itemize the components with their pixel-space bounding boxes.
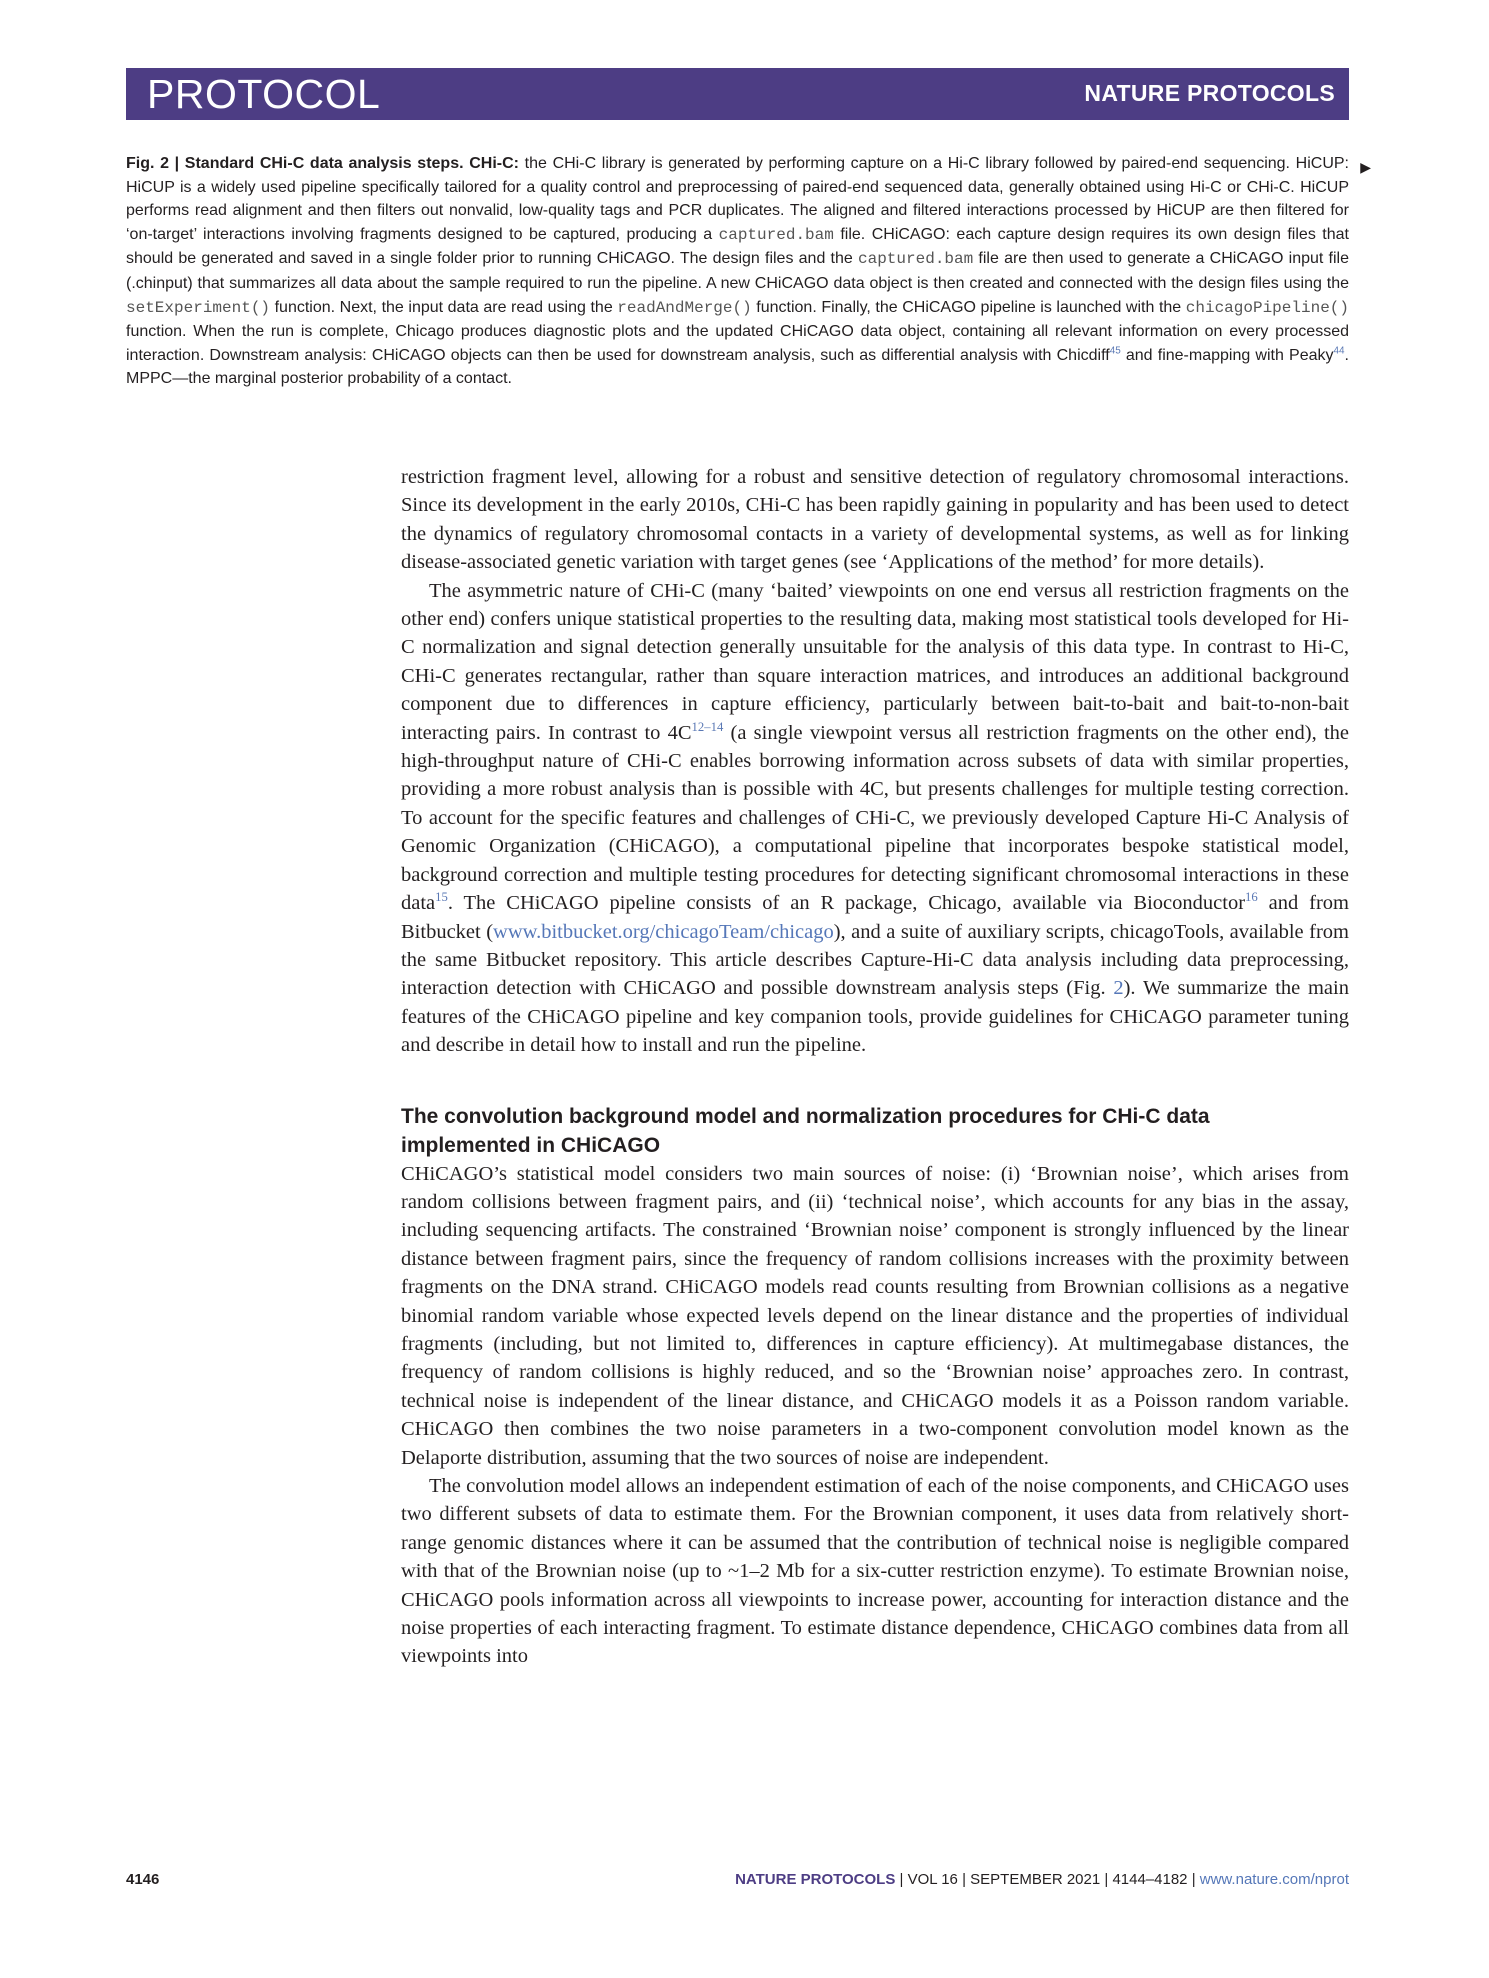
footer-journal: NATURE PROTOCOLS	[735, 1871, 896, 1888]
paragraph-4: The convolution model allows an independent estimation of each of the noise components, and CHiCAGO uses two different subsets of data to estimate them. For the Brownian component, it uses data from relatively short-range genomic distances where it can be assumed that the contribution of technical noise is negligible compared with that of the Brownian noise (up to ~1–2 Mb for a six-cutter restriction enzyme). To estimate Brownian noise, CHiCAGO pools information across all viewpoints to increase power, accounting for interaction distance and the noise properties of each interacting fragment. To estimate distance dependence, CHiCAGO combines data from all viewpoints into	[401, 1475, 1349, 1668]
figure-caption	[126, 152, 1371, 391]
paragraph-2-text-a: The asymmetric nature of CHi-C (many ‘baited’ viewpoints on one end versus all restriction fragments on the other end) confers unique statistical properties to the resulting data, making most statistical tools developed for Hi-C normalization and signal detection generally unsuitable for the analysis of this data type. In contrast to Hi-C, CHi-C generates rectangular, rather than square interaction matrices, and introduces an additional background component due to differences in capture efficiency, particularly between bait-to-bait and bait-to-non-bait interacting pairs. In contrast to 4C	[401, 579, 1349, 744]
main-text-column	[401, 463, 1349, 1671]
figure-label: Fig. 2 | Standard CHi-C data analysis steps.	[126, 155, 464, 172]
reference-16[interactable]: 16	[1245, 890, 1258, 905]
header-bar	[126, 68, 1349, 120]
paragraph-3: CHiCAGO’s statistical model considers two main sources of noise: (i) ‘Brownian noise’, which arises from random collisions between fragment pairs, and (ii) ‘technical noise’, which accounts for any bias in the assay, including sequencing artifacts. The constrained ‘Brownian noise’ component is strongly influenced by the linear distance between fragment pairs, since the frequency of random collisions increases with the proximity between fragments on the DNA strand. CHiCAGO models read counts resulting from Brownian collisions as a negative binomial random variable whose expected levels depend on the linear distance and the properties of individual fragments (including, but not limited to, differences in capture efficiency). At multimegabase distances, the frequency of random collisions is highly reduced, and so the ‘Brownian noise’ approaches zero. In contrast, technical noise is independent of the linear distance, and CHiCAGO models it as a Poisson random variable. CHiCAGO then combines the two noise parameters in a two-component convolution model known as the Delaporte distribution, assuming that the two sources of noise are independent.	[401, 1162, 1349, 1469]
footer-separator: |	[1187, 1871, 1200, 1888]
caption-text-8: . MPPC—the marginal posterior probability of a contact.	[126, 346, 1349, 388]
caption-chic-label: CHi-C:	[469, 155, 519, 172]
page-number: 4146	[126, 1871, 160, 1888]
caption-text-3: file are then used to generate a CHiCAGO input file (.chinput) that summarizes all data about the sample required to run the pipeline. A new CHiCAGO data object is then created and connected with the design files using the	[126, 250, 1349, 292]
footer-separator: |	[1100, 1871, 1113, 1888]
reference-44[interactable]: 44	[1333, 345, 1345, 357]
paragraph-2-text-f: ). We summarize the main features of the CHiCAGO pipeline and key companion tools, provide guidelines for CHiCAGO parameter tuning and describe in detail how to install and run the pipeline.	[401, 977, 1349, 1057]
reference-45[interactable]: 45	[1109, 345, 1121, 357]
footer-separator: |	[895, 1871, 908, 1888]
caption-text-5: function. Finally, the CHiCAGO pipeline is launched with the	[751, 298, 1186, 316]
caption-text-6: function. When the run is complete, Chicago produces diagnostic plots and the updated CHiCAGO data object, containing all relevant information on every processed interaction. Downstream analysis: CHiCAGO objects can then be used for downstream analysis, such as differential analysis with Chicdiff	[126, 323, 1349, 364]
code-captured-bam-2: captured.bam	[858, 250, 974, 269]
continue-arrow-icon: ▶	[1360, 159, 1371, 175]
footer-url-link[interactable]: www.nature.com/nprot	[1199, 1871, 1349, 1888]
caption-text-7: and fine-mapping with Peaky	[1120, 346, 1334, 364]
citation-line	[735, 1868, 1349, 1892]
code-captured-bam-1: captured.bam	[718, 225, 834, 244]
footer-volume: VOL 16	[907, 1871, 958, 1888]
paragraph-2-text-d: and from Bitbucket (	[401, 892, 1349, 943]
journal-name: NATURE PROTOCOLS	[1084, 80, 1335, 106]
page-footer	[126, 1868, 1349, 1892]
caption-text-2: file. CHiCAGO: each capture design requires its own design files that should be generated and saved in a single folder prior to running CHiCAGO. The design files and the	[126, 225, 1349, 268]
section-label: PROTOCOL	[147, 71, 381, 117]
figure-2-link[interactable]: 2	[1113, 977, 1124, 1000]
footer-separator: |	[957, 1871, 971, 1888]
footer-date: SEPTEMBER 2021	[970, 1871, 1101, 1888]
reference-12-14[interactable]: 12–14	[691, 719, 724, 734]
footer-pages: 4144–4182	[1112, 1871, 1188, 1888]
bitbucket-link[interactable]: www.bitbucket.org/chicagoTeam/chicago	[493, 920, 834, 943]
caption-text-1: the CHi-C library is generated by performing capture on a Hi-C library followed by paired-end sequencing. HiCUP: HiCUP is a widely used pipeline specifically tailored for a quality control and preprocessing of paired-end sequenced data, generally obtained using Hi-C or CHi-C. HiCUP performs read alignment and then filters out nonvalid, low-quality tags and PCR duplicates. The aligned and filtered interactions processed by HiCUP are then filtered for ‘on-target’ interactions involving fragments designed to be captured, producing a	[126, 155, 1349, 243]
section-heading: The convolution background model and normalization procedures for CHi-C data implemented in CHiCAGO	[401, 1104, 1210, 1157]
code-setexperiment: setExperiment()	[126, 298, 271, 317]
code-readandmerge: readAndMerge()	[617, 298, 752, 317]
reference-15[interactable]: 15	[435, 890, 448, 905]
code-chicagopipeline: chicagoPipeline()	[1185, 298, 1349, 317]
paragraph-2-text-e: ), and a suite of auxiliary scripts, chicagoTools, available from the same Bitbucket repository. This article describes Capture-Hi-C data analysis including data preprocessing, interaction detection with CHiCAGO and possible downstream analysis steps (Fig.	[401, 920, 1349, 1000]
paragraph-1: restriction fragment level, allowing for a robust and sensitive detection of regulatory chromosomal interactions. Since its development in the early 2010s, CHi-C has been rapidly gaining in popularity and has been used to detect the dynamics of regulatory chromosomal contacts in a variety of developmental systems, as well as for linking disease-associated genetic variation with target genes (see ‘Applications of the method’ for more details).	[401, 466, 1349, 574]
paragraph-2-text-b: (a single viewpoint versus all restriction fragments on the other end), the high-throughput nature of CHi-C enables borrowing information across subsets of data with similar properties, providing a more robust analysis than is possible with 4C, but presents challenges for multiple testing correction. To account for the specific features and challenges of CHi-C, we previously developed Capture Hi-C Analysis of Genomic Organization (CHiCAGO), a computational pipeline that incorporates bespoke statistical model, background correction and multiple testing procedures for detecting significant chromosomal interactions in these data	[401, 721, 1349, 915]
paragraph-2	[401, 577, 1349, 1060]
caption-text-4: function. Next, the input data are read using the	[270, 298, 618, 316]
paragraph-2-text-c: . The CHiCAGO pipeline consists of an R package, Chicago, available via Bioconductor	[447, 892, 1246, 915]
